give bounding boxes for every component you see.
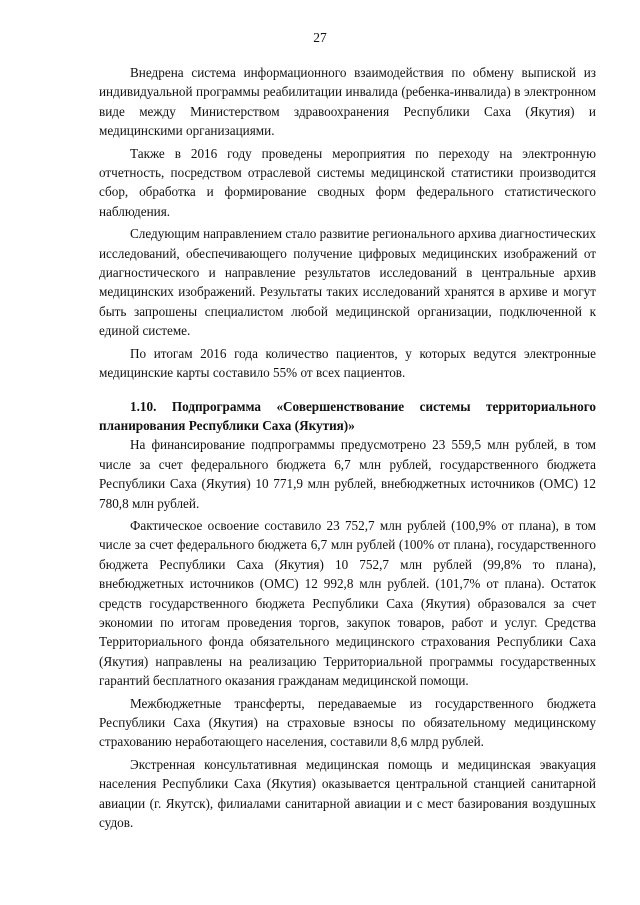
paragraph-electronic-reporting: Также в 2016 году проведены мероприятия по переходу на электронную отчетность, посредством отраслевой системы медицинской статистики производится сбор, обработка и формирование сводных форм федерального статистического наблюдения. [99,145,596,219]
page-body [99,63,596,835]
paragraph-actual-spending: Фактическое освоение составило 23 752,7 млн рублей (100,9% от плана), в том числе за счет федерального бюджета 6,7 млн рублей (100% от плана), государственного бюджета Республики Саха (Якутия) 10 752,7 млн рублей (99,8% то плана), внебюджетных источников (ОМС) 12 992,8 млн рублей. (101,7% от плана). Остаток средств государственного бюджета Республики Саха (Якутия) образовался за счет экономии по итогам проведения торгов, закупок товаров, работ и услуг. Средства Территориального фонда обязательного медицинского страхования Республики Саха (Якутия) направлены на реализацию Территориальной программы государственных гарантий бесплатного оказания гражданам медицинской помощи. [99,517,596,689]
section-heading: 1.10. Подпрограмма «Совершенствование системы территориального планирования Республики Саха (Якутия)» [99,398,596,433]
paragraph-air-ambulance: Экстренная консультативная медицинская помощь и медицинская эвакуация населения Республики Саха (Якутия) оказывается центральной станцией санитарной авиации (г. Якутск), филиалами санитарной авиации и с мест базирования воздушных судов. [99,756,596,831]
paragraph-financing: На финансирование подпрограммы предусмотрено 23 559,5 млн рублей, в том числе за счет федерального бюджета 6,7 млн рублей, государственного бюджета Республики Саха (Якутия) 10 771,9 млн рублей, внебюджетных источников (ОМС) 12 780,8 млн рублей. [99,437,596,511]
paragraph-electronic-records: По итогам 2016 года количество пациентов, у которых ведутся электронные медицинские карты составило 55% от всех пациентов. [99,345,596,381]
paragraph-ipr-exchange: Внедрена система информационного взаимодействия по обмену выпиской из индивидуальной программы реабилитации инвалида (ребенка-инвалида) в электронном виде между Министерством здравоохранения Республики Саха (Якутия) и медицинскими организациями. [99,65,596,139]
page-number: 27 [313,30,327,45]
paragraph-diagnostic-archive: Следующим направлением стало развитие регионального архива диагностических исследований, обеспечивающего получение цифровых медицинских изображений от диагностического и направление результатов исследований в центральные архив медицинских изображений. Результаты таких исследований хранятся в архиве и могут быть запрошены специалистом любой медицинской организации, подключенной к единой системе. [99,226,596,339]
paragraph-transfers: Межбюджетные трансферты, передаваемые из государственного бюджета Республики Саха (Якутия) на страховые взносы по обязательному медицинскому страхованию неработающего населения, составили 8,6 млрд рублей. [99,695,596,750]
